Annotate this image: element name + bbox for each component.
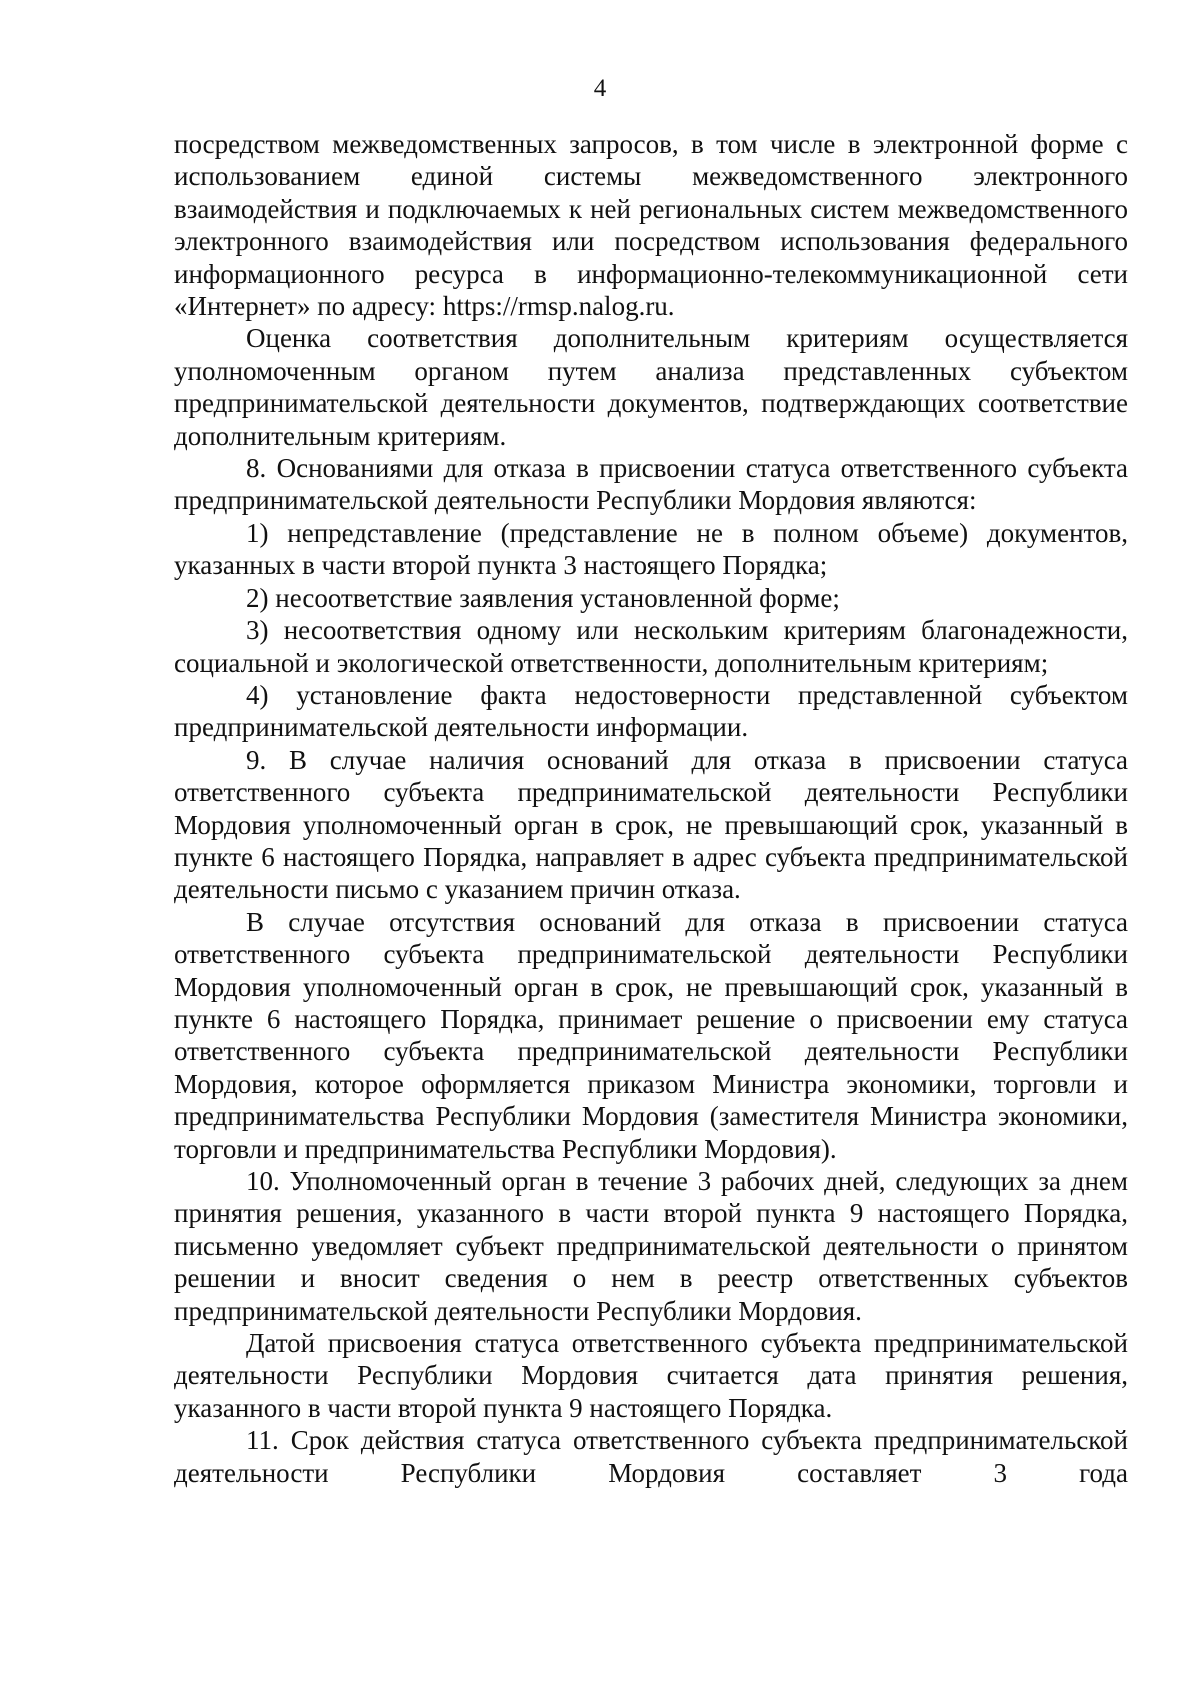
paragraph-item-9-part-2: В случае отсутствия оснований для отказа в присвоении статуса ответственного субъекта предпринимательской деятельности Республики Мордовия уполномоченный орган в срок, не превышающий срок, указанный в пункте 6 настоящего Порядка, принимает решение о присвоении ему статуса ответственного субъекта предпринимательской деятельности Республики Мордовия, которое оформляется приказом Министра экономики, торговли и предпринимательства Республики Мордовия (заместителя Министра экономики, торговли и предпринимательства Республики Мордовия). bbox=[174, 906, 1128, 1164]
list-item-8-4: 4) установление факта недостоверности представленной субъектом предпринимательской деятельности информации. bbox=[174, 679, 1128, 743]
paragraph-item-8: 8. Основаниями для отказа в присвоении статуса ответственного субъекта предпринимательской деятельности Республики Мордовия являются: bbox=[174, 453, 1128, 516]
document-body bbox=[174, 128, 1128, 1489]
paragraph-item-9: 9. В случае наличия оснований для отказа в присвоении статуса ответственного субъекта предпринимательской деятельности Республики Мордовия уполномоченный орган в срок, не превышающий срок, указанный в пункте 6 настоящего Порядка, направляет в адрес субъекта предпринимательской деятельности письмо с указанием причин отказа. bbox=[174, 744, 1128, 905]
paragraph-item-10: 10. Уполномоченный орган в течение 3 рабочих дней, следующих за днем принятия решения, указанного в части второй пункта 9 настоящего Порядка, письменно уведомляет субъект предпринимательской деятельности о принятом решении и вносит сведения о нем в реестр ответственных субъектов предпринимательской деятельности Республики Мордовия. bbox=[174, 1166, 1128, 1326]
list-item-8-1: 1) непредставление (представление не в полном объеме) документов, указанных в части второй пункта 3 настоящего Порядка; bbox=[174, 517, 1128, 581]
page-number: 4 bbox=[593, 75, 607, 102]
paragraph-additional-criteria: Оценка соответствия дополнительным критериям осуществляется уполномоченным органом путем анализа представленных субъектом предпринимательской деятельности документов, подтверждающих соответствие дополнительным критериям. bbox=[174, 323, 1128, 451]
paragraph-item-11: 11. Срок действия статуса ответственного субъекта предпринимательской деятельности Республики Мордовия составляет 3 года bbox=[174, 1425, 1128, 1488]
paragraph-item-10-part-2: Датой присвоения статуса ответственного субъекта предпринимательской деятельности Республики Мордовия считается дата принятия решения, указанного в части второй пункта 9 настоящего Порядка. bbox=[174, 1328, 1128, 1423]
paragraph-continuation: посредством межведомственных запросов, в том числе в электронной форме с использованием единой системы межведомственного электронного взаимодействия и подключаемых к ней региональных систем межведомственного электронного взаимодействия или посредством использования федерального информационного ресурса в информационно-телекоммуникационной сети «Интернет» по адресу: https://rmsp.nalog.ru. bbox=[174, 129, 1128, 322]
list-item-8-2: 2) несоответствие заявления установленной форме; bbox=[246, 582, 840, 613]
list-item-8-3: 3) несоответствия одному или нескольким критериям благонадежности, социальной и экологической ответственности, дополнительным критериям; bbox=[174, 615, 1128, 678]
